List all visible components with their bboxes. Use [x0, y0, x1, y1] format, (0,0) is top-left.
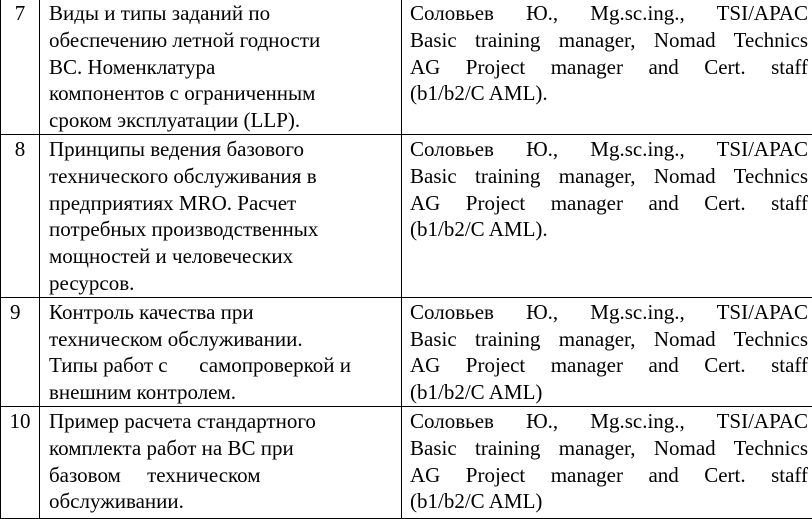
- lecturer-line: (b1/b2/C AML).: [410, 216, 808, 243]
- topic-line: Типы работ с самопроверкой и: [49, 352, 395, 379]
- lecturer-cell: [402, 406, 812, 518]
- topic-line: ВС. Номенклатура: [49, 54, 395, 81]
- lecturer-line: Basic training manager, Nomad Technics: [410, 163, 808, 190]
- lecturer-line: Basic training manager, Nomad Technics: [410, 326, 808, 353]
- lecturer-line: Соловьев Ю., Mg.sc.ing., TSI/APAC: [410, 408, 808, 435]
- lecturer-line: Соловьев Ю., Mg.sc.ing., TSI/APAC: [410, 136, 808, 163]
- topic-line: Виды и типы заданий по: [49, 0, 395, 27]
- topic-line: сроком эксплуатации (LLP).: [49, 107, 395, 134]
- lecturer-line: (b1/b2/C AML).: [410, 80, 808, 107]
- topic-line: комплекта работ на ВС при: [49, 435, 395, 462]
- row-number: 10: [1, 406, 40, 518]
- lecturer-line: Basic training manager, Nomad Technics: [410, 435, 808, 462]
- topic-line: техническом обслуживании.: [49, 326, 395, 353]
- topic-line: Пример расчета стандартного: [49, 408, 395, 435]
- topic-line: внешним контролем.: [49, 379, 395, 406]
- table-row: [1, 297, 812, 406]
- row-number: 9: [1, 297, 40, 406]
- table-row: [1, 0, 812, 134]
- lecturer-line: AG Project manager and Cert. staff: [410, 352, 808, 379]
- lecturer-cell: [402, 0, 812, 134]
- topic-line: обслуживании.: [49, 488, 395, 515]
- topic-cell: [40, 406, 402, 518]
- lecturer-cell: [402, 297, 812, 406]
- topic-line: Контроль качества при: [49, 299, 395, 326]
- lecturer-line: AG Project manager and Cert. staff: [410, 462, 808, 489]
- topic-line: мощностей и человеческих: [49, 243, 395, 270]
- topic-line: Принципы ведения базового: [49, 136, 395, 163]
- topic-line: технического обслуживания в: [49, 163, 395, 190]
- lecturer-line: AG Project manager and Cert. staff: [410, 54, 808, 81]
- lecturer-line: Basic training manager, Nomad Technics: [410, 27, 808, 54]
- lecturer-line: (b1/b2/C AML): [410, 379, 808, 406]
- table-row: [1, 134, 812, 297]
- topic-line: компонентов с ограниченным: [49, 80, 395, 107]
- topic-line: предприятиях MRO. Расчет: [49, 190, 395, 217]
- topic-cell: [40, 0, 402, 134]
- topic-line: ресурсов.: [49, 270, 395, 297]
- lecturer-line: AG Project manager and Cert. staff: [410, 190, 808, 217]
- topic-line: обеспечению летной годности: [49, 27, 395, 54]
- lecturer-line: Соловьев Ю., Mg.sc.ing., TSI/APAC: [410, 0, 808, 27]
- topic-cell: [40, 297, 402, 406]
- topic-line: базовом техническом: [49, 462, 395, 489]
- topic-cell: [40, 134, 402, 297]
- topic-line: потребных производственных: [49, 216, 395, 243]
- lecturer-cell: [402, 134, 812, 297]
- lecturer-line: (b1/b2/C AML): [410, 488, 808, 515]
- row-number: 8: [1, 134, 40, 297]
- table-row: [1, 406, 812, 518]
- row-number: 7: [1, 0, 40, 134]
- lecturer-line: Соловьев Ю., Mg.sc.ing., TSI/APAC: [410, 299, 808, 326]
